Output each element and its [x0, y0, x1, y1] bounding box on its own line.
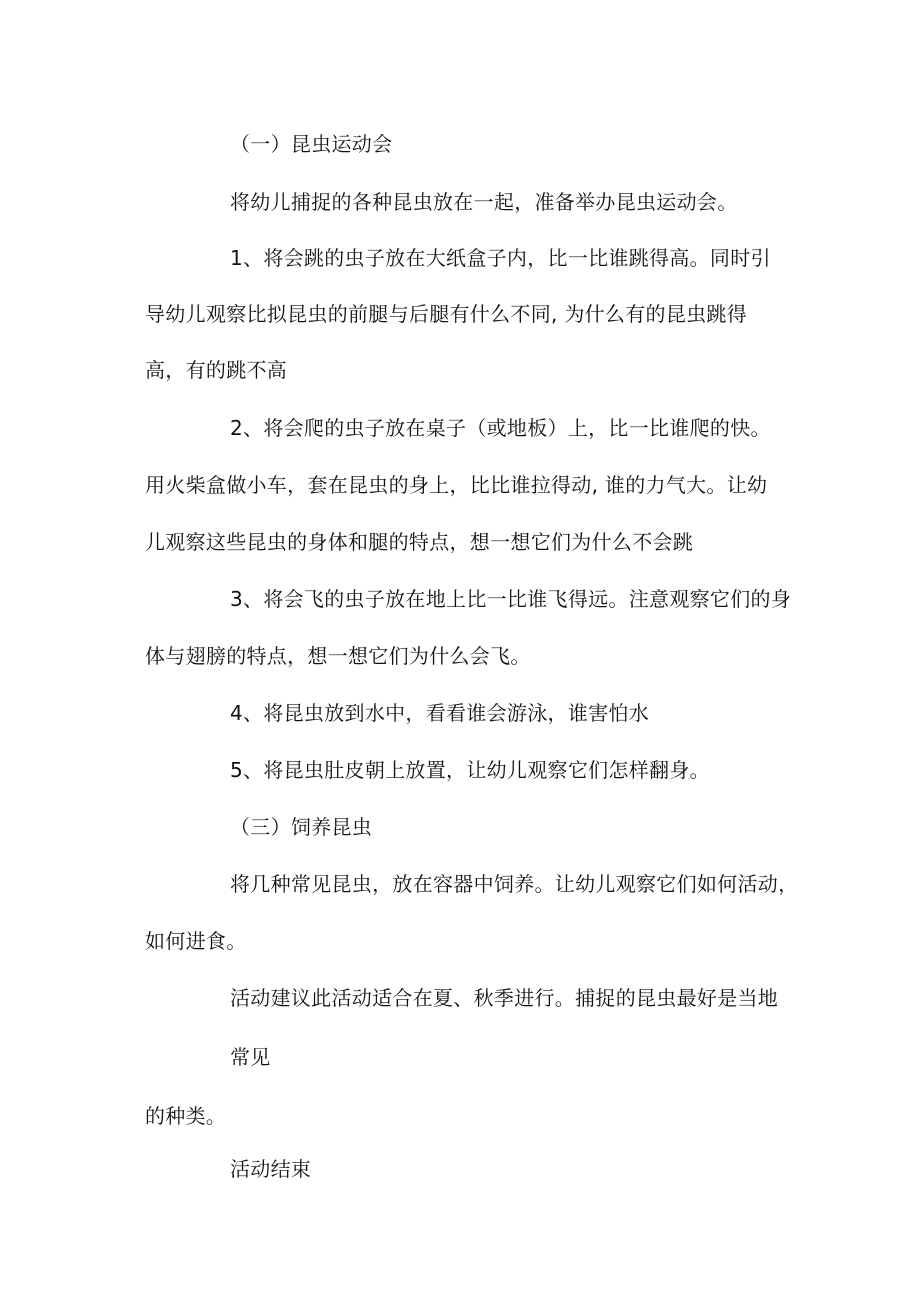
feeding-line2: 如何进食。	[145, 929, 247, 953]
section1-heading: （一）昆虫运动会	[230, 132, 393, 156]
suggestion-line2: 常见	[230, 1045, 271, 1069]
item1-line2: 导幼儿观察比拟昆虫的前腿与后腿有什么不同, 为什么有的昆虫跳得	[145, 302, 748, 326]
item4: 4、将昆虫放到水中，看看谁会游泳，谁害怕水	[230, 701, 650, 725]
item2-line1: 2、将会爬的虫子放在桌子（或地板）上，比一比谁爬的快。	[230, 416, 771, 440]
item1-line3: 高，有的跳不高	[145, 358, 288, 382]
item5: 5、将昆虫肚皮朝上放置，让幼儿观察它们怎样翻身。	[230, 758, 710, 782]
item1-line1: 1、将会跳的虫子放在大纸盒子内，比一比谁跳得高。同时引	[230, 246, 771, 270]
suggestion-line1: 活动建议此活动适合在夏、秋季进行。捕捉的昆虫最好是当地	[230, 986, 779, 1010]
item2-line3: 儿观察这些昆虫的身体和腿的特点，想一想它们为什么不会跳	[145, 530, 694, 554]
feeding-line1: 将几种常见昆虫，放在容器中饲养。让幼儿观察它们如何活动，	[230, 872, 799, 896]
item2-line2: 用火柴盒做小车，套在昆虫的身上，比比谁拉得动, 谁的力气大。让幼	[145, 473, 768, 497]
item3-line1: 3、将会飞的虫子放在地上比一比谁飞得远。注意观察它们的身	[230, 587, 792, 611]
ending-text: 活动结束	[230, 1157, 312, 1181]
intro-paragraph: 将幼儿捕捉的各种昆虫放在一起，准备举办昆虫运动会。	[230, 190, 738, 214]
suggestion-line3: 的种类。	[145, 1104, 227, 1128]
section3-heading: （三）饲养昆虫	[230, 815, 373, 839]
item3-line2: 体与翅膀的特点，想一想它们为什么会飞。	[145, 644, 531, 668]
